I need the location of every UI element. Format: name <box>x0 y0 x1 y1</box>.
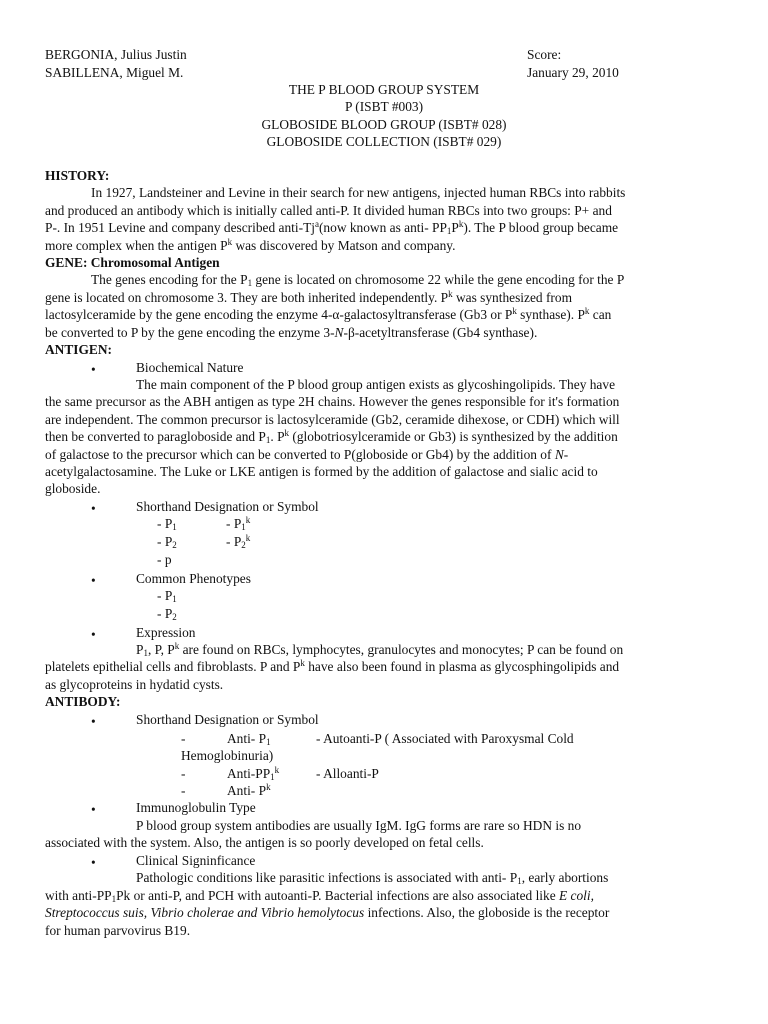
anti-p1: Anti- $P_1$ <box>227 731 271 747</box>
gene-line-1: The genes encoding for the $P_1$ gene is located on chromosome 22 while the gene encoding for the P <box>91 272 625 288</box>
history-line-2: and produced an antibody which is initially called anti-P. It divided human RBCs into two groups: P+ and <box>45 203 612 218</box>
phenotype-p1: - $P_1$ <box>157 588 177 604</box>
antibody-dash-2: - <box>181 766 186 781</box>
bullet-icon: • <box>91 802 96 817</box>
symbol-p2: - $P_2$ <box>157 534 177 550</box>
history-line-1: In 1927, Landsteiner and Levine in their search for new antigens, injected human RBCs into rabbits <box>91 185 626 200</box>
date: January 29, 2010 <box>527 65 619 80</box>
biochem-line-3: are independent. The common precursor is lactosylceramide (Gb2, ceramide dihexose, or CDH) which will <box>45 412 620 427</box>
symbol-small-p: - p <box>157 552 172 567</box>
label-shorthand-designation: Shorthand Designation or Symbol <box>136 499 319 514</box>
symbol-p1: - $P_1$ <box>157 516 177 532</box>
anti-pp1pk: Anti-$PP_1^k$ <box>227 765 280 782</box>
history-line-4: more complex when the antigen $P^k$ was discovered by Matson and company. <box>45 237 456 253</box>
author-name-2: SABILLENA, Miguel M. <box>45 65 184 80</box>
label-clinical-significance: Clinical Signinficance <box>136 853 256 868</box>
bullet-icon: • <box>91 714 96 729</box>
gene-line-4: be converted to P by the gene encoding the enzyme 3-N-β-acetyltransferase (Gb4 synthase). <box>45 325 538 340</box>
section-history: HISTORY: <box>45 168 110 183</box>
biochem-line-2: the same precursor as the ABH antigen as type 2H chains. However the genes responsible for it's formation <box>45 394 620 409</box>
antibody-dash-1: - <box>181 731 186 746</box>
title-line-2: P (ISBT #003) <box>344 99 424 114</box>
score-label: Score: <box>527 47 562 62</box>
label-common-phenotypes: Common Phenotypes <box>136 571 251 586</box>
alloanti-p: - Alloanti-P <box>316 766 379 781</box>
section-gene: GENE: Chromosomal Antigen <box>45 255 220 270</box>
bullet-icon: • <box>91 501 96 516</box>
biochem-line-1: The main component of the P blood group antigen exists as glycoshingolipids. They have <box>136 377 616 392</box>
expression-line-2: platelets epithelial cells and fibroblasts. P and $P^k$ have also been found in plasma as glycosphingolipids and <box>45 658 620 674</box>
clinical-line-2: with anti-$PP_1Pk$ or anti-P, and PCH with autoanti-P. Bacterial infections are also associated like E coli, <box>45 888 594 904</box>
label-biochemical-nature: Biochemical Nature <box>136 360 244 375</box>
immuno-line-2: associated with the system. Also, the antigen is so poorly developed on fetal cells. <box>45 835 484 850</box>
section-antibody: ANTIBODY: <box>45 694 121 709</box>
expression-line-1: $P_1$, P, $P^k$ are found on RBCs, lymphocytes, granulocytes and monocytes; P can be found on <box>136 641 624 658</box>
expression-line-3: as glycoproteins in hydatid cysts. <box>45 677 224 692</box>
anti-pk: Anti- $P^k$ <box>227 782 271 798</box>
title-line-4: GLOBOSIDE COLLECTION (ISBT# 029) <box>266 134 502 149</box>
clinical-line-4: for human parvovirus B19. <box>45 923 191 938</box>
biochem-line-4: then be converted to paragloboside and $P_1$. $P^k$ (globotriosylceramide or Gb3) is synthesized by the addition <box>45 428 618 445</box>
antibody-dash-3: - <box>181 783 186 798</box>
bullet-icon: • <box>91 855 96 870</box>
autoanti-p-cont: Hemoglobinuria) <box>181 748 274 763</box>
symbol-p1k: - $P_1^k$ <box>226 515 251 532</box>
bullet-icon: • <box>91 573 96 588</box>
clinical-line-1: Pathologic conditions like parasitic infections is associated with anti- $P_1$, early abortions <box>136 870 609 886</box>
title-line-1: THE P BLOOD GROUP SYSTEM <box>288 82 480 97</box>
gene-line-3: lactosylceramide by the gene encoding the enzyme 4-α-galactosyltransferase (Gb3 or $P^k$ synthase). $P^k$ can <box>45 306 612 322</box>
symbol-p2k: - $P_2^k$ <box>226 533 251 550</box>
label-antibody-shorthand: Shorthand Designation or Symbol <box>136 712 319 727</box>
phenotype-p2: - $P_2$ <box>157 606 177 622</box>
autoanti-p: - Autoanti-P ( Associated with Paroxysmal Cold <box>316 731 574 746</box>
immuno-line-1: P blood group system antibodies are usually IgM. IgG forms are rare so HDN is no <box>136 818 582 833</box>
bullet-icon: • <box>91 362 96 377</box>
author-name-1: BERGONIA, Julius Justin <box>45 47 187 62</box>
history-line-3: P-. In 1951 Levine and company described anti-Tj$^a$(now known as anti- $PP_1P^k$). The P blood group became <box>45 219 619 236</box>
label-immunoglobulin-type: Immunoglobulin Type <box>136 800 256 815</box>
bullet-icon: • <box>91 627 96 642</box>
clinical-line-3: Streptococcus suis, Vibrio cholerae and Vibrio hemolytocus infections. Also, the globoside is the receptor <box>45 905 610 920</box>
label-expression: Expression <box>136 625 196 640</box>
biochem-line-7: globoside. <box>45 481 101 496</box>
gene-line-2: gene is located on chromosome 3. They are both inherited independently. $P^k$ was synthesized from <box>45 289 572 305</box>
title-line-3: GLOBOSIDE BLOOD GROUP (ISBT# 028) <box>261 117 507 132</box>
biochem-line-5: of galactose to the precursor which can be converted to P(globoside or Gb4) by the addition of N- <box>45 447 569 462</box>
biochem-line-6: acetylgalactosamine. The Luke or LKE antigen is formed by the addition of galactose and sialic acid to <box>45 464 598 479</box>
section-antigen: ANTIGEN: <box>45 342 112 357</box>
